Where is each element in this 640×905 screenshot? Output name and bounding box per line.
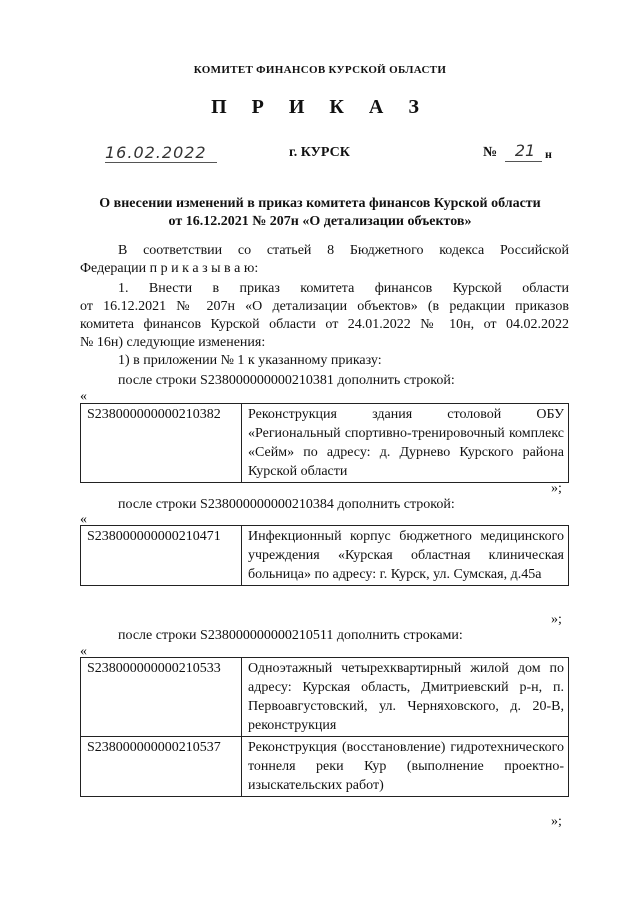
document-type: П Р И К А З: [211, 96, 429, 118]
handwritten-date: 16.02.2022: [105, 143, 207, 162]
rows-table-2: [80, 525, 569, 586]
open-quote-2: «: [80, 512, 87, 527]
number-suffix: н: [545, 147, 552, 161]
number-underline: [505, 161, 542, 162]
committee-name: КОМИТЕТ ФИНАНСОВ КУРСКОЙ ОБЛАСТИ: [193, 64, 447, 76]
row-code: S238000000000210533: [81, 658, 242, 737]
document-title: [70, 195, 570, 231]
paragraph-2-line-1: 1. Внести в приказ комитета финансов Курской области: [118, 281, 569, 296]
title-line-1: О внесении изменений в приказ комитета финансов Курской области: [99, 196, 541, 211]
row-code: S238000000000210382: [81, 404, 242, 483]
title-line-2: от 16.12.2021 № 207н «О детализации объектов»: [168, 214, 472, 229]
table-row: [81, 737, 569, 797]
table-row: [81, 658, 569, 737]
handwritten-number: 21: [514, 141, 536, 160]
after-row-text-2: после строки S238000000000210384 дополнить строкой:: [118, 497, 455, 512]
paragraph-1-line-2: Федерации п р и к а з ы в а ю:: [80, 261, 259, 276]
row-code: S238000000000210471: [81, 526, 242, 586]
rows-table-3: [80, 657, 569, 797]
paragraph-3: 1) в приложении № 1 к указанному приказу:: [118, 353, 382, 368]
paragraph-2-line-3: комитета финансов Курской области от 24.01.2022 № 10н, от 04.02.2022: [80, 317, 569, 332]
number-sign: №: [483, 145, 498, 160]
after-row-text-3: после строки S238000000000210511 дополнить строками:: [118, 628, 463, 643]
date-underline: [105, 162, 217, 163]
close-quote-1: »;: [551, 481, 562, 496]
paragraph-2-line-4: № 16н) следующие изменения:: [80, 335, 266, 350]
city: г. КУРСК: [289, 145, 350, 160]
rows-table-1: [80, 403, 569, 483]
close-quote-2: »;: [551, 612, 562, 627]
row-description: Инфекционный корпус бюджетного медицинского учреждения «Курская областная клиническая больница» по адресу: г. Курск, ул. Сумская, д.45а: [242, 526, 569, 586]
row-description: Реконструкция (восстановление) гидротехнического тоннеля реки Кур (выполнение проектно-изыскательских работ): [242, 737, 569, 797]
open-quote-1: «: [80, 389, 87, 404]
after-row-text-1: после строки S238000000000210381 дополнить строкой:: [118, 373, 455, 388]
paragraph-2-line-2: от 16.12.2021 № 207н «О детализации объектов» (в редакции приказов: [80, 299, 569, 314]
table-row: [81, 404, 569, 483]
row-description: Одноэтажный четырехквартирный жилой дом по адресу: Курская область, Дмитриевский р-н, п. Первоавгустовский, ул. Черняховского, д. 20-В, реконструкция: [242, 658, 569, 737]
paragraph-1-line-1: В соответствии со статьей 8 Бюджетного кодекса Российской: [118, 243, 569, 258]
table-row: [81, 526, 569, 586]
row-code: S238000000000210537: [81, 737, 242, 797]
row-description: Реконструкция здания столовой ОБУ «Региональный спортивно-тренировочный комплекс «Сейм» по адресу: д. Дурнево Курского района Курской области: [242, 404, 569, 483]
close-quote-3: »;: [551, 814, 562, 829]
open-quote-3: «: [80, 644, 87, 659]
